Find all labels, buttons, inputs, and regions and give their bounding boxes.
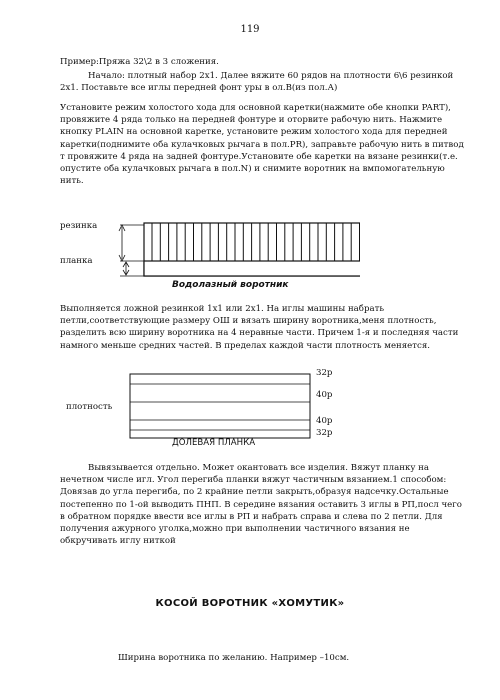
example-line: Пример:Пряжа 32\2 в 3 сложения. — [60, 57, 219, 67]
rib-stripes — [152, 223, 360, 261]
turtleneck-diagram — [60, 215, 360, 295]
partial-band-diagram — [60, 366, 360, 456]
label-mid1: 40р — [316, 390, 333, 400]
paragraph-carriage-setup: Установите режим холостого хода для основной каретки(нажмите обе кнопки PART), провяжите 4 ряда только на передней фонтуре и оторвите рабочую нить. Нажмите кнопку PLAIN на основной каретке, установите режим холостого хода для передней каретки(поднимите оба кулачковых рычага в пол.PR), заправьте рабочую нить в питвод т провяжите 4 ряда на задней фонтуре.Установите обе каретки на вязане резинки(т.е. опустите оба кулачковых рычага в пол.N) и снимите воротник на вмпомогательную нить. — [60, 103, 464, 187]
label-top: 32р — [316, 368, 333, 378]
section-heading: КОСОЙ ВОРОТНИК «ХОМУТИК» — [155, 598, 345, 609]
paragraph-band-knitting: Вывязывается отдельно. Может окантовать все изделия. Вяжут планку на нечетном числе игл. Угол перегиба планки вяжут частичным вязанием.1 способом: Довязав до угла перегиба, по 2 крайние петли закрыть,образуя надсечку.Остальные постепенно по 1-ой выводить ПНП. В середине вязания оставить 3 иглы в РП,посл чего в обратном порядке ввести все иглы в РП и набрать справа и слева по 2 петли. Для получения ажурного уголка,можно при выполнении частичного вязания не обкручивать иглу ниткой — [60, 463, 462, 547]
paragraph-false-rib: Выполняется ложной резинкой 1х1 или 2х1. На иглы машины набрать петли,соответствующие размеру ОШ и вязать ширину воротника,меня плотность, разделить всю ширину воротника на 4 неравные части. Причем 1-я и последняя части намного меньше средних частей. В пределах каждой части плотность меняется. — [60, 304, 459, 351]
label-rib: резинка — [60, 221, 98, 231]
page-number: 119 — [240, 24, 260, 35]
turtleneck-caption: Водолазный воротник — [172, 280, 289, 290]
paragraph-start: Начало: плотный набор 2х1. Далее вяжите 60 рядов на плотности 6\6 резинкой 2х1. Поставьте все иглы передней фонт уры в ол.В(из пол.А) — [60, 71, 454, 94]
paragraph-collar-width: Ширина воротника по желанию. Например –10см. — [118, 653, 350, 663]
label-band: планка — [60, 256, 93, 266]
partial-band-caption: ДОЛЕВАЯ ПЛАНКА — [172, 438, 256, 448]
label-bottom: 32р — [316, 428, 333, 438]
label-mid2: 40р — [316, 416, 333, 426]
label-density: плотность — [66, 402, 113, 412]
